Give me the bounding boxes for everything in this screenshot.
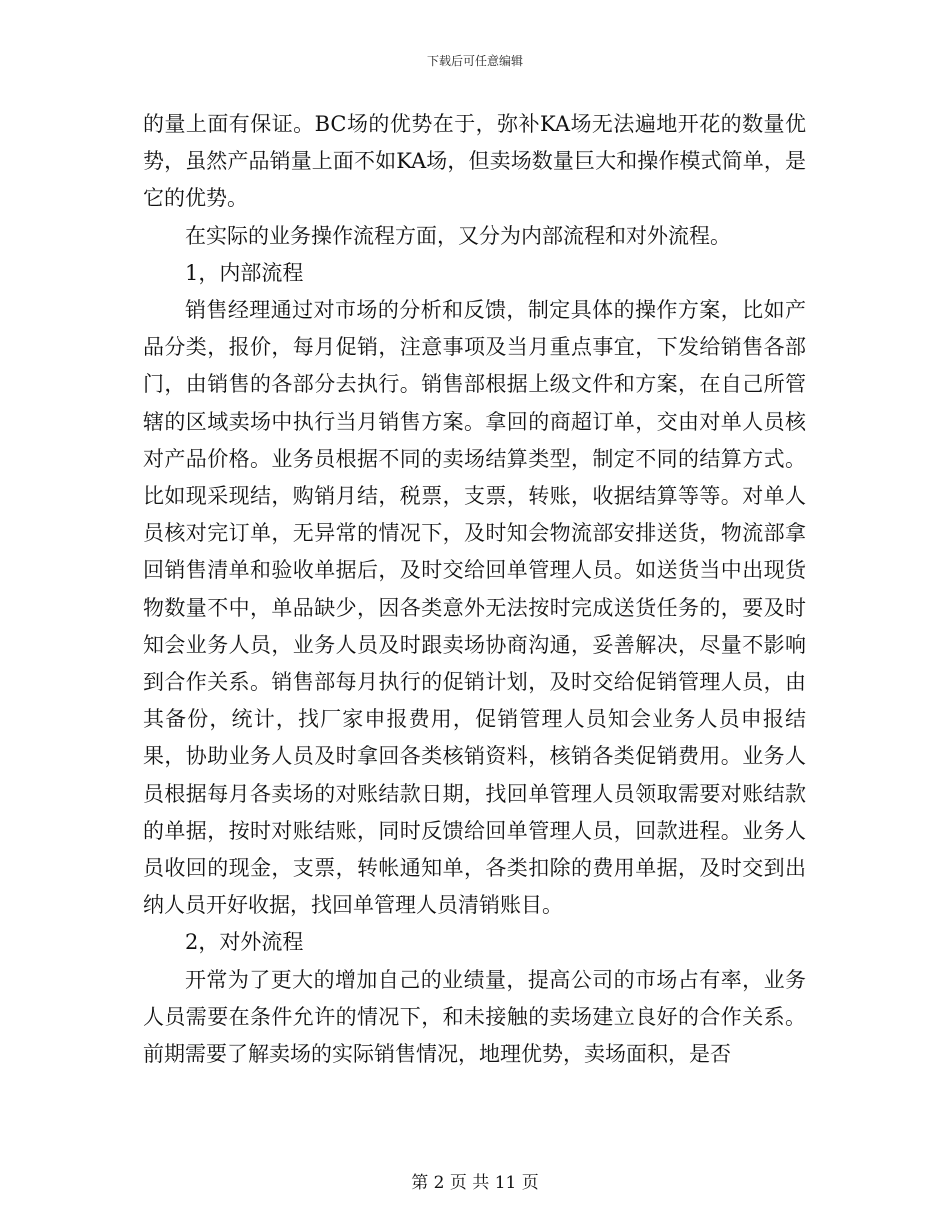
paragraph-4: 开常为了更大的增加自己的业绩量，提高公司的市场占有率，业务人员需要在条件允许的情况下，和未接触的卖场建立良好的合作关系。前期需要了解卖场的实际销售情况，地理优势，卖场面积，是否 <box>143 967 806 1067</box>
paragraph-2: 在实际的业务操作流程方面，又分为内部流程和对外流程。 <box>185 223 731 248</box>
page-footer: 第 2 页 共 11 页 <box>411 1173 539 1193</box>
paragraph-3: 销售经理通过对市场的分析和反馈，制定具体的操作方案，比如产品分类，报价，每月促销，注意事项及当月重点事宜，下发给销售各部门，由销售的各部分去执行。销售部根据上级文件和方案，在自己所管辖的区域卖场中执行当月销售方案。拿回的商超订单，交由对单人员核对产品价格。业务员根据不同的卖场结算类型，制定不同的结算方式。比如现采现结，购销月结，税票，支票，转账，收据结算等等。对单人员核对完订单，无异常的情况下，及时知会物流部安排送货，物流部拿回销售清单和验收单据后，及时交给回单管理人员。如送货当中出现货物数量不中，单品缺少，因各类意外无法按时完成送货任务的，要及时知会业务人员，业务人员及时跟卖场协商沟通，妥善解决，尽量不影响到合作关系。销售部每月执行的促销计划，及时交给促销管理人员，由其备份，统计，找厂家申报费用，促销管理人员知会业务人员申报结果，协助业务人员及时拿回各类核销资料，核销各类促销费用。业务人员根据每月各卖场的对账结款日期，找回单管理人员领取需要对账结款的单据，按时对账结账，同时反馈给回单管理人员，回款进程。业务人员收回的现金，支票，转帐通知单，各类扣除的费用单据，及时交到出纳人员开好收据，找回单管理人员清销账目。 <box>143 298 806 918</box>
page-header: 下载后可任意编辑 <box>426 54 523 68</box>
section-heading-external: 2，对外流程 <box>185 930 304 955</box>
section-heading-internal: 1，内部流程 <box>185 260 304 285</box>
document-body <box>143 106 806 1073</box>
paragraph-1: 的量上面有保证。BC场的优势在于，弥补KA场无法遍地开花的数量优势，虽然产品销量上面不如KA场，但卖场数量巨大和操作模式简单，是它的优势。 <box>143 112 806 211</box>
